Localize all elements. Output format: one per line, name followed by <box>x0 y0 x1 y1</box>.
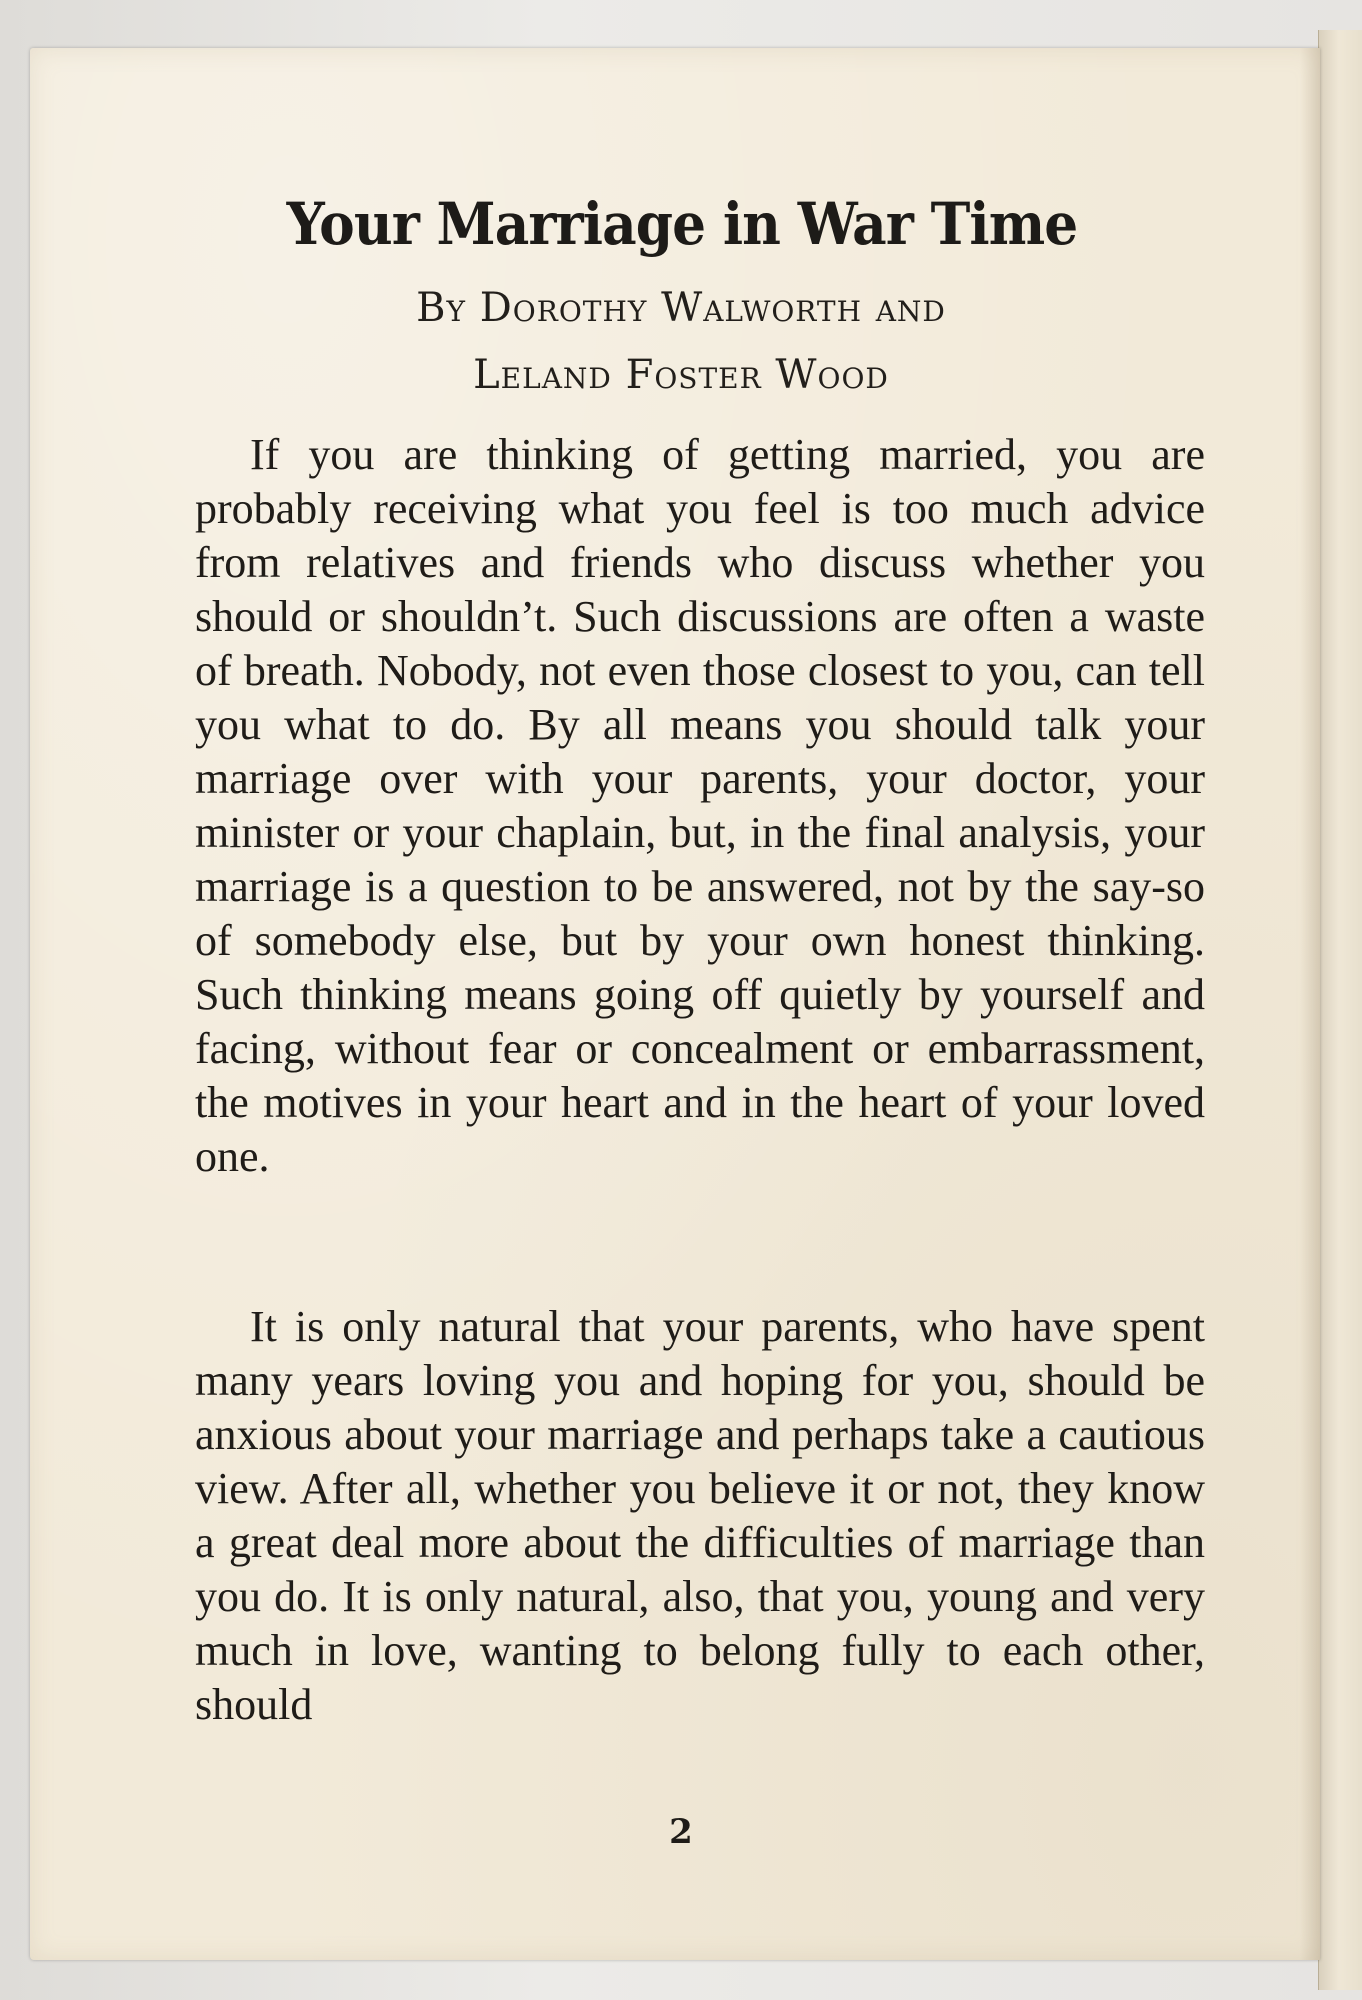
page-number: 2 <box>669 1812 693 1852</box>
body-paragraph-2: It is only natural that your parents, who have spent many years loving you and hoping for you, should be anxious about your marriage and perhaps take a cautious view. After all, whether you believe it or not, they know a great deal more about the difficulties of marriage than you do. It is only natural, also, that you, young and very much in love, wanting to belong fully to each other, should <box>195 1302 1205 1729</box>
gutter-shadow <box>1300 48 1320 1960</box>
body-paragraph-1: If you are thinking of getting married, you are probably receiving what you feel is too much advice from relatives and friends who discuss whether you should or shouldn’t. Such discussions are often a waste of breath. Nobody, not even those closest to you, can tell you what to do. By all means you should talk your marriage over with your parents, your doctor, your minister or your chaplain, but, in the final analysis, your marriage is a question to be answered, not by the say-so of somebody else, but by your own honest thinking. Such thinking means going off quietly by yourself and facing, without fear or concealment or embarrassment, the motives in your heart and in the heart of your loved one. <box>195 430 1205 1181</box>
article-title: Your Marriage in War Time <box>286 190 1078 258</box>
byline-authors-line-1: By Dorothy Walworth and <box>416 285 946 331</box>
byline-authors-line-2: Leland Foster Wood <box>473 352 889 398</box>
